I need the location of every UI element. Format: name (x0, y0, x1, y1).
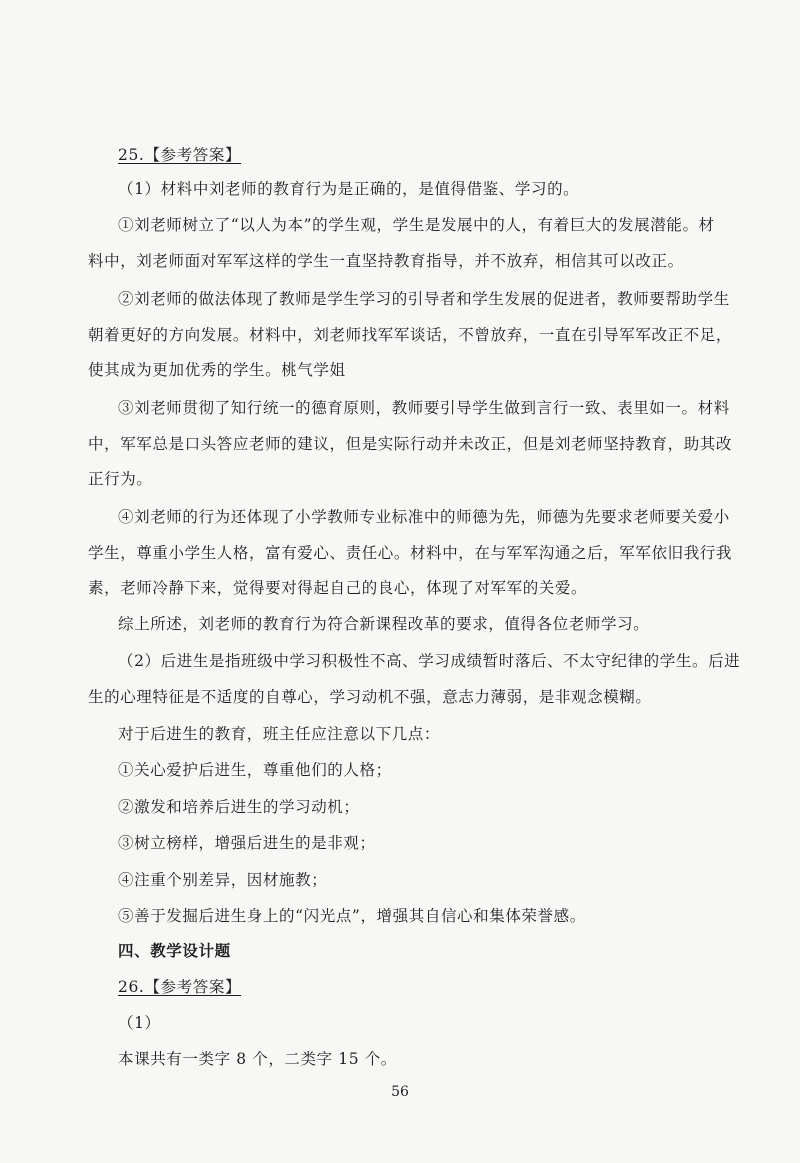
paragraph-point4-line3: 素，老师冷静下来，觉得要对得起自己的良心，体现了对军军的关爱。 (88, 579, 588, 597)
paragraph-part2-line1: （2）后进生是指班级中学习积极性不高、学习成绩暂时落后、不太守纪律的学生。后进 (118, 652, 741, 670)
paragraph-point3-line2: 中，军军总是口头答应老师的建议，但是实际行动并未改正，但是刘老师坚持教育，助其改 (88, 435, 733, 453)
paragraph-point4-line2: 学生，尊重小学生人格，富有爱心、责任心。材料中，在与军军沟通之后，军军依旧我行我 (88, 544, 733, 562)
list-item: ⑤善于发掘后进生身上的“闪光点”，增强其自信心和集体荣誉感。 (118, 907, 586, 925)
section-title: 四、教学设计题 (118, 941, 231, 960)
list-item: ①关心爱护后进生，尊重他们的人格； (118, 761, 392, 779)
paragraph-point4-line1: ④刘老师的行为还体现了小学教师专业标准中的师德为先，师德为先要求老师要关爱小 (118, 508, 730, 526)
answer-heading-25: 25.【参考答案】 (118, 146, 242, 164)
paragraph-point3-line1: ③刘老师贯彻了知行统一的德育原则，教师要引导学生做到言行一致、表里如一。材料 (118, 399, 730, 417)
paragraph-point2-line3: 使其成为更加优秀的学生。桃气学姐 (88, 361, 346, 379)
paragraph-summary: 综上所述，刘老师的教育行为符合新课程改革的要求，值得各位老师学习。 (118, 615, 650, 633)
paragraph-point3-line3: 正行为。 (88, 470, 153, 488)
answer-heading-26: 26.【参考答案】 (118, 978, 242, 996)
paragraph-point1-line1: ①刘老师树立了“以人为本”的学生观，学生是发展中的人，有着巨大的发展潜能。材 (118, 216, 715, 234)
list-item: ②激发和培养后进生的学习动机； (118, 798, 360, 816)
paragraph-part1: （1）材料中刘老师的教育行为是正确的，是值得借鉴、学习的。 (118, 180, 580, 198)
paragraph-characters: 本课共有一类字 8 个，二类字 15 个。 (118, 1050, 397, 1068)
paragraph-part2-line2: 生的心理特征是不适度的自尊心，学习动机不强，意志力薄弱，是非观念模糊。 (88, 688, 652, 706)
subquestion-label: （1） (118, 1014, 161, 1032)
paragraph-point2-line2: 朝着更好的方向发展。材料中，刘老师找军军谈话，不曾放弃，一直在引导军军改正不足， (88, 326, 733, 344)
paragraph-point1-line2: 料中，刘老师面对军军这样的学生一直坚持教育指导，并不放弃，相信其可以改正。 (88, 252, 684, 270)
list-item: ④注重个别差异，因材施教； (118, 871, 328, 889)
list-item: ③树立榜样，增强后进生的是非观； (118, 834, 376, 852)
page-number: 56 (391, 1084, 409, 1100)
paragraph-point2-line1: ②刘老师的做法体现了教师是学生学习的引导者和学生发展的促进者，教师要帮助学生 (118, 290, 730, 308)
paragraph-intro-list: 对于后进生的教育，班主任应注意以下几点： (118, 725, 441, 743)
